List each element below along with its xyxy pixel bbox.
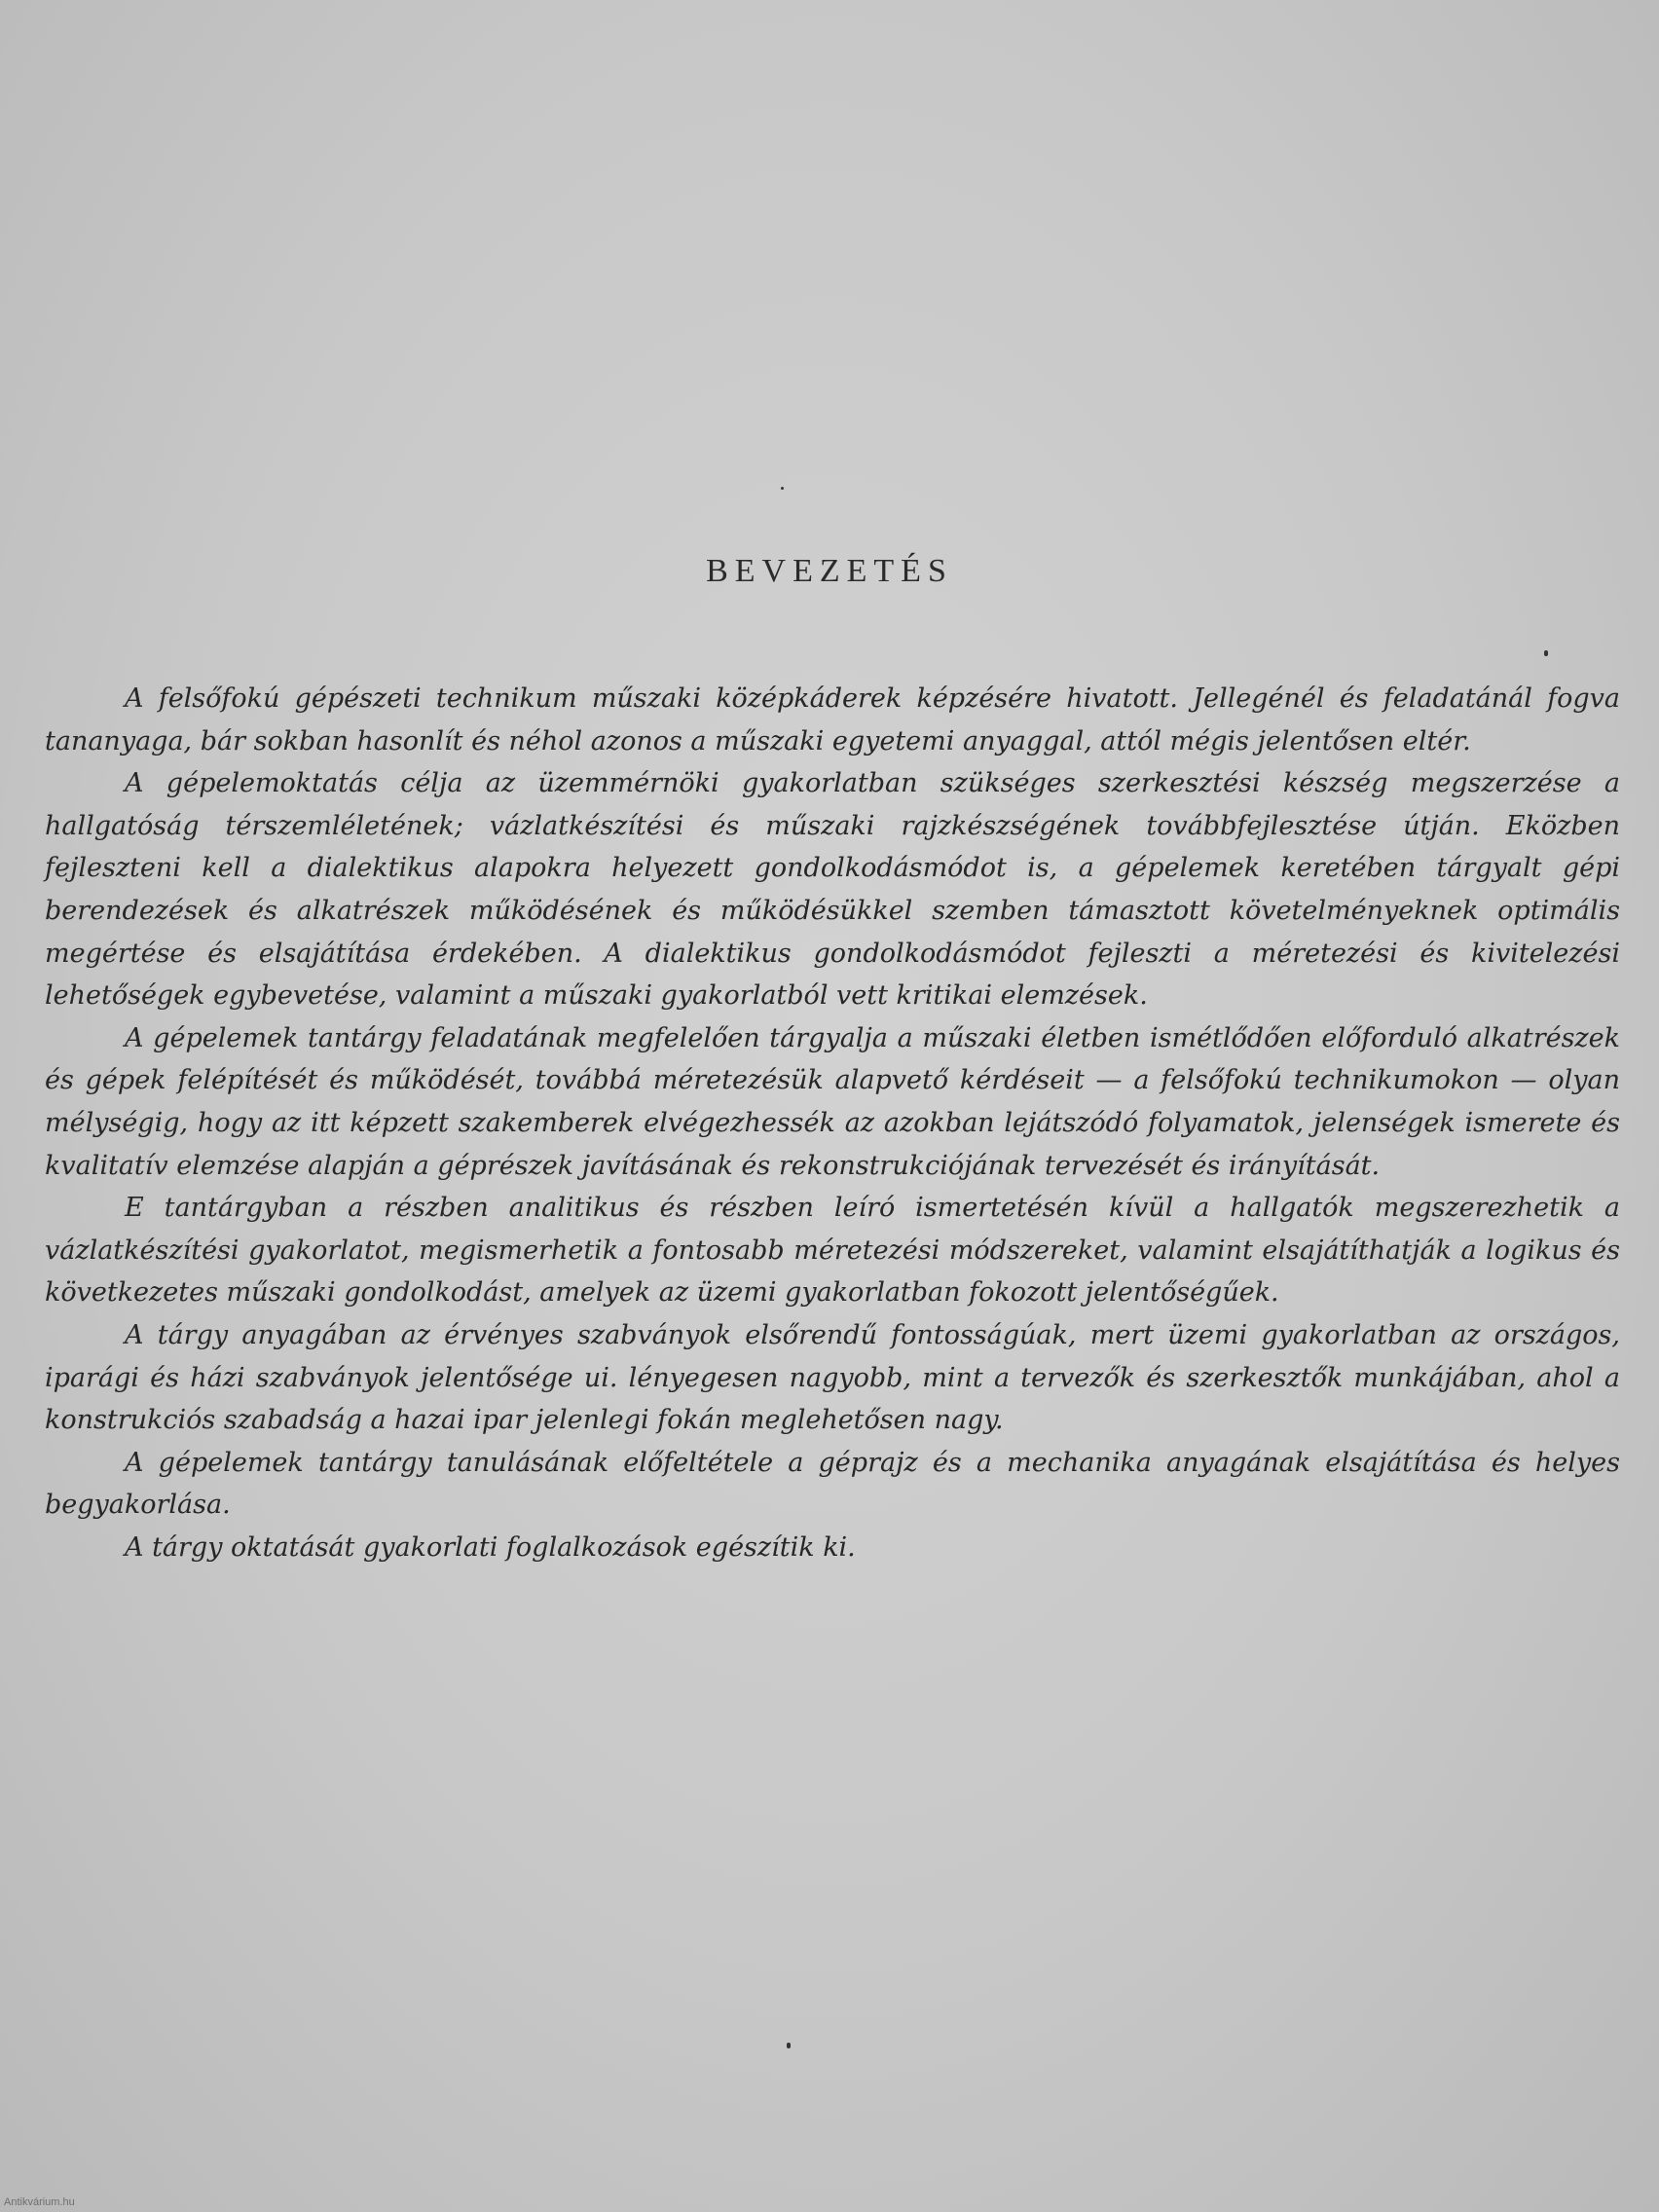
paper-speck: [1544, 650, 1548, 656]
paragraph-1: A felsőfokú gépészeti technikum műszaki középkáderek képzésére hivatott. Jellegénél és feladatánál fogva tananyaga, bár sokban hasonlít és néhol azonos a műszaki egyetemi anyaggal, attól mégis jelentősen eltér.: [45, 683, 1620, 756]
paper-speck: [781, 487, 784, 490]
introduction-body: [45, 678, 1620, 1568]
paragraph-2: A gépelemoktatás célja az üzemmérnöki gyakorlatban szükséges szerkesztési készség megszerzése a hallgatóság térszemléletének; vázlatkészítési és műszaki rajzkészségének továbbfejlesztése útján. Eközben fejleszteni kell a dialektikus alapokra helyezett gondolkodásmódot is, a gépelemek keretében tárgyalt gépi berendezések és alkatrészek működésének és működésükkel szemben támasztott követelményeknek optimális megértése és elsajátítása érdekében. A dialektikus gondolkodásmódot fejleszti a méretezési és kivitelezési lehetőségek egybevetése, valamint a műszaki gyakorlatból vett kritikai elemzések.: [45, 768, 1620, 1012]
watermark: Antikvárium.hu: [4, 2196, 75, 2208]
paragraph-7: A tárgy oktatását gyakorlati foglalkozások egészítik ki.: [125, 1531, 856, 1563]
paper-speck: [787, 2043, 791, 2048]
paragraph-6: A gépelemek tantárgy tanulásának előfeltétele a géprajz és a mechanika anyagának elsajátítása és helyes begyakorlása.: [45, 1447, 1620, 1521]
paragraph-4: E tantárgyban a részben analitikus és részben leíró ismertetésén kívül a hallgatók megszerezhetik a vázlatkészítési gyakorlatot, megismerhetik a fontosabb méretezési módszereket, valamint elsajátíthatják a logikus és következetes műszaki gondolkodást, amelyek az üzemi gyakorlatban fokozott jelentőségűek.: [45, 1193, 1620, 1309]
paragraph-3: A gépelemek tantárgy feladatának megfelelően tárgyalja a műszaki életben ismétlődően előforduló alkatrészek és gépek felépítését és működését, továbbá méretezésük alapvető kérdéseit — a felsőfokú technikumokon — olyan mélységig, hogy az itt képzett szakemberek elvégezhessék az azokban lejátszódó folyamatok, jelenségek ismerete és kvalitatív elemzése alapján a gépré​szek javításának és rekonstrukciójának tervezését és irányítását.: [45, 1022, 1620, 1181]
paragraph-5: A tárgy anyagában az érvényes szabványok elsőrendű fontosságúak, mert üzemi gyakorlatban az országos, iparági és házi szabványok jelentősége ui. lényegesen nagyobb, mint a tervezők és szerkesztők munkájában, ahol a konstrukciós szabadság a hazai ipar jelenlegi fokán meglehetősen nagy.: [45, 1319, 1620, 1436]
page-title: BEVEZETÉS: [706, 553, 953, 589]
